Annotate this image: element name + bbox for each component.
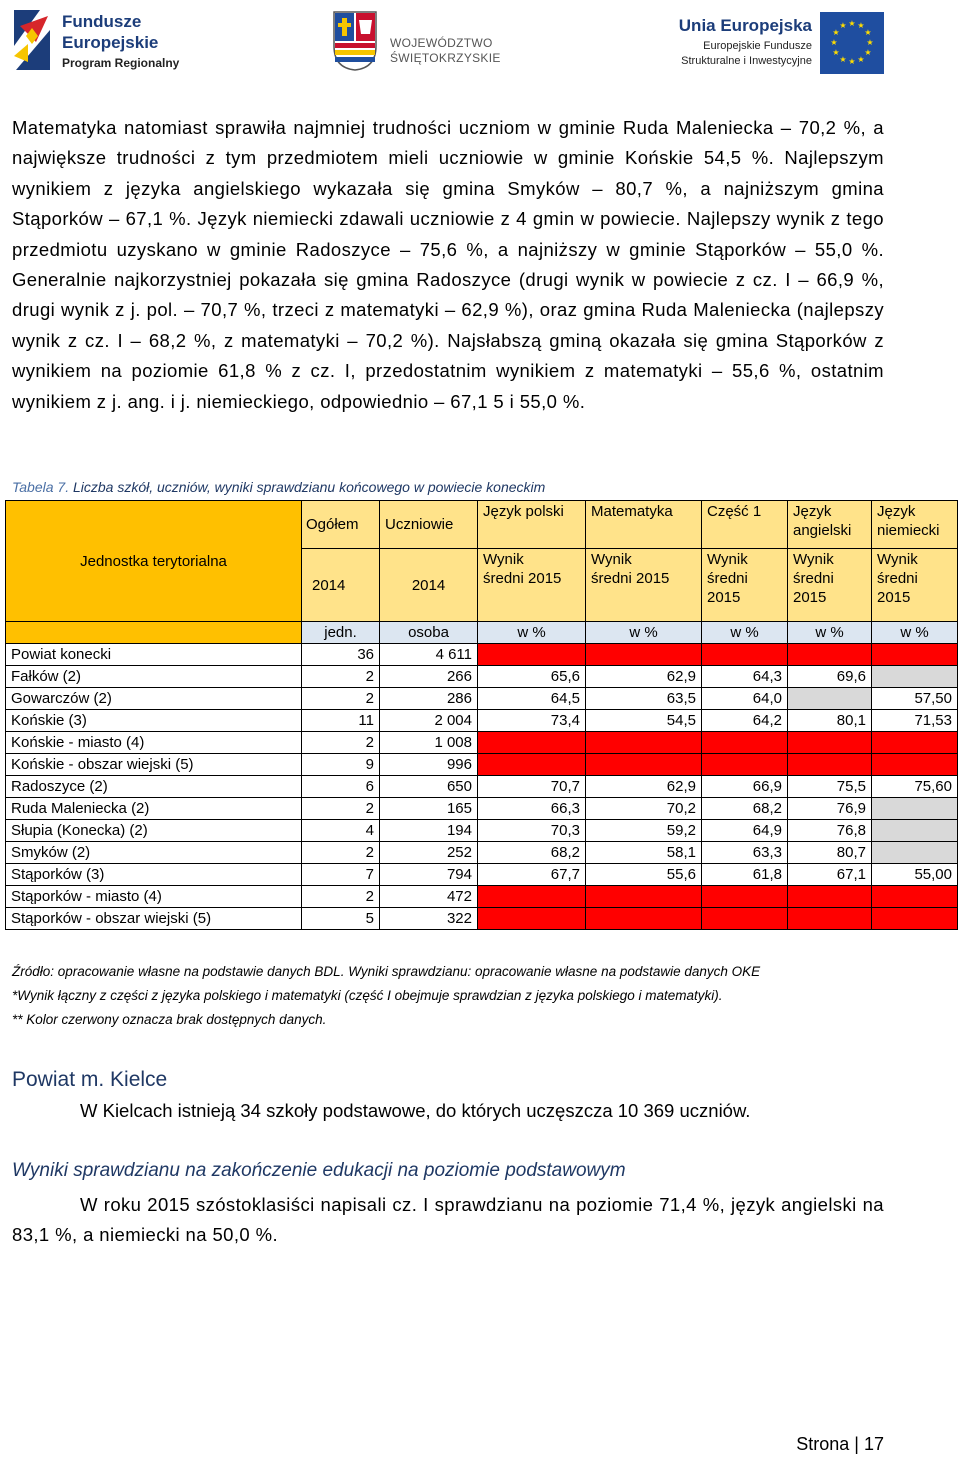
cell-ang <box>788 908 872 930</box>
schools-results-table <box>5 500 958 930</box>
cell-name: Stąporków - miasto (4) <box>6 886 302 908</box>
header-year-uczniowie: 2014 <box>380 549 478 622</box>
cell-mat <box>586 886 702 908</box>
table-row <box>6 776 958 798</box>
svg-text:★: ★ <box>857 21 865 30</box>
cell-name: Powiat konecki <box>6 644 302 666</box>
table-row <box>6 666 958 688</box>
cell-mat <box>586 644 702 666</box>
cell-mat: 59,2 <box>586 820 702 842</box>
cell-cz1: 64,2 <box>702 710 788 732</box>
table-caption-text: Liczba szkół, uczniów, wyniki sprawdzianu końcowego w powiecie koneckim <box>72 479 546 495</box>
cell-ang: 75,5 <box>788 776 872 798</box>
cell-students: 266 <box>380 666 478 688</box>
footnote-1: *Wynik łączny z części z języka polskiego i matematyki (część I obejmuje sprawdzian z języka polskiego i matematyki). <box>12 988 723 1003</box>
table-row <box>6 908 958 930</box>
cell-name: Gowarczów (2) <box>6 688 302 710</box>
svg-text:★: ★ <box>864 28 872 37</box>
cell-mat <box>586 908 702 930</box>
ue-line3: Strukturalne i Inwestycyjne <box>681 55 812 67</box>
cell-niem <box>872 908 958 930</box>
table-row <box>6 886 958 908</box>
header-uczniowie: Uczniowie <box>380 501 478 549</box>
table-row <box>6 754 958 776</box>
cell-niem: 55,00 <box>872 864 958 886</box>
cell-mat: 58,1 <box>586 842 702 864</box>
ue-line2: Europejskie Fundusze <box>703 40 812 52</box>
cell-ang: 76,8 <box>788 820 872 842</box>
svg-text:★: ★ <box>832 48 840 57</box>
cell-niem <box>872 842 958 864</box>
wyniki-paragraph: W roku 2015 szóstoklasiści napisali cz. I sprawdzianu na poziomie 71,4 %, język angielski na 83,1 %, a niemiecki na 50,0 %. <box>12 1194 884 1246</box>
svg-text:★: ★ <box>848 57 856 66</box>
cell-schools: 4 <box>302 820 380 842</box>
cell-cz1 <box>702 908 788 930</box>
cell-name: Końskie (3) <box>6 710 302 732</box>
header-jniemiecki <box>872 501 958 549</box>
unit-pct-pol: w % <box>478 622 586 644</box>
cell-students: 286 <box>380 688 478 710</box>
cell-niem <box>872 886 958 908</box>
header-wynik-niem <box>872 549 958 622</box>
cell-name: Smyków (2) <box>6 842 302 864</box>
table-row <box>6 798 958 820</box>
cell-niem: 57,50 <box>872 688 958 710</box>
cell-pol: 68,2 <box>478 842 586 864</box>
cell-schools: 2 <box>302 886 380 908</box>
cell-cz1: 64,0 <box>702 688 788 710</box>
cell-pol: 67,7 <box>478 864 586 886</box>
svg-text:★: ★ <box>832 28 840 37</box>
header-wynik-mat <box>586 549 702 622</box>
eu-flag-icon <box>820 12 884 74</box>
cell-cz1: 68,2 <box>702 798 788 820</box>
header-ogolem: Ogółem <box>302 501 380 549</box>
cell-ang <box>788 732 872 754</box>
unit-pct-niem: w % <box>872 622 958 644</box>
section-heading-wyniki: Wyniki sprawdzianu na zakończenie edukacji na poziomie podstawowym <box>12 1160 626 1181</box>
wynik-label: Wynik <box>877 551 918 568</box>
cell-schools: 2 <box>302 798 380 820</box>
body-paragraph-1: Matematyka natomiast sprawiła najmniej trudności uczniom w gminie Ruda Maleniecka – 70,2 %, a największe trudności z tym przedmiotem mieli uczniowie w gminie Końskie 54,5 %. Najlepszym wynikiem z języka angielskiego wykazała się gmina Smyków – 80,7 %, a najniższym gmina Stąporków – 67,1 %. Język niemiecki zdawali uczniowie z 4 gmin w powiecie. Najlepszy wynik z tego przedmiotu uzyskano w gminie Radoszyce – 75,6 %, a najniższy w gminie Stąporków – 55,0 %. Generalnie najkorzystniej pokazała się gmina Radoszyce (drugi wynik w powiecie z cz. I – 66,9 %, drugi wynik z j. pol. – 70,7 %, trzeci z matematyki – 62,9 %), oraz gmina Ruda Maleniecka (najlepszy wynik z cz. I – 68,2 %, z matematyki – 70,2 %). Najsłabszą gminą okazała się gmina Stąporków z wynikiem na poziomie 61,8 % z cz. I, przedostatnim wynikiem z matematyki – 55,6 %, ostatnim wynikiem z j. ang. i j. niemieckiego, odpowiednio – 67,1 5 i 55,0 %. <box>12 117 884 412</box>
wynik-label: Wynik <box>793 551 834 568</box>
cell-pol: 70,7 <box>478 776 586 798</box>
table-row <box>6 864 958 886</box>
ws-line2: ŚWIĘTOKRZYSKIE <box>390 51 501 65</box>
header-wynik-cz1 <box>702 549 788 622</box>
cell-pol: 73,4 <box>478 710 586 732</box>
cell-mat: 62,9 <box>586 776 702 798</box>
cell-pol <box>478 644 586 666</box>
cell-pol <box>478 908 586 930</box>
header-czesc1: Część 1 <box>702 501 788 549</box>
ue-line1: Unia Europejska <box>678 16 812 35</box>
cell-name: Ruda Maleniecka (2) <box>6 798 302 820</box>
fe-line3: Program Regionalny <box>62 56 180 70</box>
cell-name: Fałków (2) <box>6 666 302 688</box>
cell-mat: 62,9 <box>586 666 702 688</box>
wojewodztwo-logo <box>332 10 512 74</box>
cell-pol: 65,6 <box>478 666 586 688</box>
cell-students: 165 <box>380 798 478 820</box>
cell-cz1: 64,9 <box>702 820 788 842</box>
cell-pol: 66,3 <box>478 798 586 820</box>
cell-students: 650 <box>380 776 478 798</box>
cell-ang <box>788 644 872 666</box>
cell-cz1 <box>702 644 788 666</box>
svg-text:★: ★ <box>839 21 847 30</box>
table-row <box>6 820 958 842</box>
table-row <box>6 644 958 666</box>
cell-students: 1 008 <box>380 732 478 754</box>
cell-mat: 54,5 <box>586 710 702 732</box>
cell-students: 252 <box>380 842 478 864</box>
cell-ang: 67,1 <box>788 864 872 886</box>
table-caption-label: Tabela 7. <box>12 479 70 495</box>
fe-line1: Fundusze <box>62 12 142 31</box>
cell-students: 2 004 <box>380 710 478 732</box>
rok-label: 2015 <box>636 570 670 587</box>
rok-label: 2015 <box>877 589 911 606</box>
cell-name: Słupia (Konecka) (2) <box>6 820 302 842</box>
cell-mat: 63,5 <box>586 688 702 710</box>
unit-pct-ang: w % <box>788 622 872 644</box>
cell-mat <box>586 754 702 776</box>
cell-pol: 70,3 <box>478 820 586 842</box>
srednia-label: średni <box>877 570 918 587</box>
cell-cz1: 64,3 <box>702 666 788 688</box>
header-jangielski <box>788 501 872 549</box>
cell-niem <box>872 798 958 820</box>
cell-schools: 7 <box>302 864 380 886</box>
cell-name: Radoszyce (2) <box>6 776 302 798</box>
cell-schools: 2 <box>302 732 380 754</box>
cell-niem <box>872 754 958 776</box>
cell-niem <box>872 732 958 754</box>
header-jangielski-l2: angielski <box>793 522 852 539</box>
page-number: Strona | 17 <box>796 1434 884 1454</box>
cell-schools: 2 <box>302 666 380 688</box>
cell-schools: 11 <box>302 710 380 732</box>
header-wynik-ang <box>788 549 872 622</box>
unit-pct-cz1: w % <box>702 622 788 644</box>
cell-mat: 55,6 <box>586 864 702 886</box>
header-jpolski: Język polski <box>478 501 586 549</box>
header-jangielski-l1: Język <box>793 503 832 520</box>
cell-ang: 80,7 <box>788 842 872 864</box>
table-row <box>6 710 958 732</box>
cell-students: 996 <box>380 754 478 776</box>
header-jednostka: Jednostka terytorialna <box>6 501 302 622</box>
cell-students: 472 <box>380 886 478 908</box>
cell-schools: 36 <box>302 644 380 666</box>
srednia-label: średni <box>483 570 524 587</box>
cell-niem: 75,60 <box>872 776 958 798</box>
ws-line1: WOJEWÓDZTWO <box>390 36 493 50</box>
svg-text:★: ★ <box>839 55 847 64</box>
cell-cz1 <box>702 754 788 776</box>
cell-name: Stąporków - obszar wiejski (5) <box>6 908 302 930</box>
cell-niem <box>872 666 958 688</box>
cell-niem <box>872 820 958 842</box>
cell-ang: 69,6 <box>788 666 872 688</box>
cell-name: Stąporków (3) <box>6 864 302 886</box>
cell-students: 194 <box>380 820 478 842</box>
header-wynik-pol <box>478 549 586 622</box>
cell-cz1: 63,3 <box>702 842 788 864</box>
rok-label: 2015 <box>793 589 827 606</box>
cell-pol <box>478 754 586 776</box>
svg-text:★: ★ <box>830 38 838 47</box>
footnote-2: ** Kolor czerwony oznacza brak dostępnych danych. <box>12 1012 327 1027</box>
cell-schools: 2 <box>302 842 380 864</box>
cell-pol <box>478 886 586 908</box>
rok-label: 2015 <box>707 589 741 606</box>
fundusze-europejskie-logo <box>8 6 198 76</box>
section-heading-kielce: Powiat m. Kielce <box>12 1068 168 1091</box>
unia-europejska-logo <box>628 10 884 74</box>
cell-mat: 70,2 <box>586 798 702 820</box>
fe-line2: Europejskie <box>62 33 159 52</box>
srednia-label: średni <box>707 570 748 587</box>
cell-schools: 2 <box>302 688 380 710</box>
cell-ang <box>788 688 872 710</box>
cell-pol: 64,5 <box>478 688 586 710</box>
source-note: Źródło: opracowanie własne na podstawie danych BDL. Wyniki sprawdzianu: opracowanie własne na podstawie danych OKE <box>12 964 761 979</box>
wynik-label: Wynik <box>707 551 748 568</box>
wynik-label: Wynik <box>591 551 632 568</box>
unit-jedn: jedn. <box>302 622 380 644</box>
cell-schools: 9 <box>302 754 380 776</box>
unit-osoba: osoba <box>380 622 478 644</box>
cell-cz1: 61,8 <box>702 864 788 886</box>
svg-text:★: ★ <box>864 48 872 57</box>
cell-name: Końskie - obszar wiejski (5) <box>6 754 302 776</box>
fe-star-logo-icon <box>10 6 54 76</box>
header-jniemiecki-l2: niemiecki <box>877 522 940 539</box>
cell-ang <box>788 886 872 908</box>
srednia-label: średni <box>591 570 632 587</box>
header-year-ogolem: 2014 <box>302 549 380 622</box>
cell-cz1 <box>702 732 788 754</box>
cell-ang <box>788 754 872 776</box>
table-row <box>6 842 958 864</box>
cell-cz1 <box>702 886 788 908</box>
cell-niem: 71,53 <box>872 710 958 732</box>
header-matematyka: Matematyka <box>586 501 702 549</box>
cell-students: 322 <box>380 908 478 930</box>
rok-label: 2015 <box>528 570 562 587</box>
svg-text:★: ★ <box>857 55 865 64</box>
swietokrzyskie-crest-icon <box>332 10 378 72</box>
unit-row-blank <box>6 622 302 644</box>
svg-text:★: ★ <box>848 19 856 28</box>
svg-text:★: ★ <box>866 38 874 47</box>
table-caption <box>12 479 545 495</box>
srednia-label: średni <box>793 570 834 587</box>
cell-students: 4 611 <box>380 644 478 666</box>
table-row <box>6 732 958 754</box>
cell-ang: 80,1 <box>788 710 872 732</box>
wynik-label: Wynik <box>483 551 524 568</box>
cell-schools: 5 <box>302 908 380 930</box>
cell-ang: 76,9 <box>788 798 872 820</box>
cell-students: 794 <box>380 864 478 886</box>
kielce-paragraph: W Kielcach istnieją 34 szkoły podstawowe, do których uczęszcza 10 369 uczniów. <box>80 1100 751 1121</box>
cell-pol <box>478 732 586 754</box>
cell-mat <box>586 732 702 754</box>
cell-cz1: 66,9 <box>702 776 788 798</box>
header-jniemiecki-l1: Język <box>877 503 916 520</box>
cell-schools: 6 <box>302 776 380 798</box>
cell-name: Końskie - miasto (4) <box>6 732 302 754</box>
table-row <box>6 688 958 710</box>
unit-pct-mat: w % <box>586 622 702 644</box>
cell-niem <box>872 644 958 666</box>
